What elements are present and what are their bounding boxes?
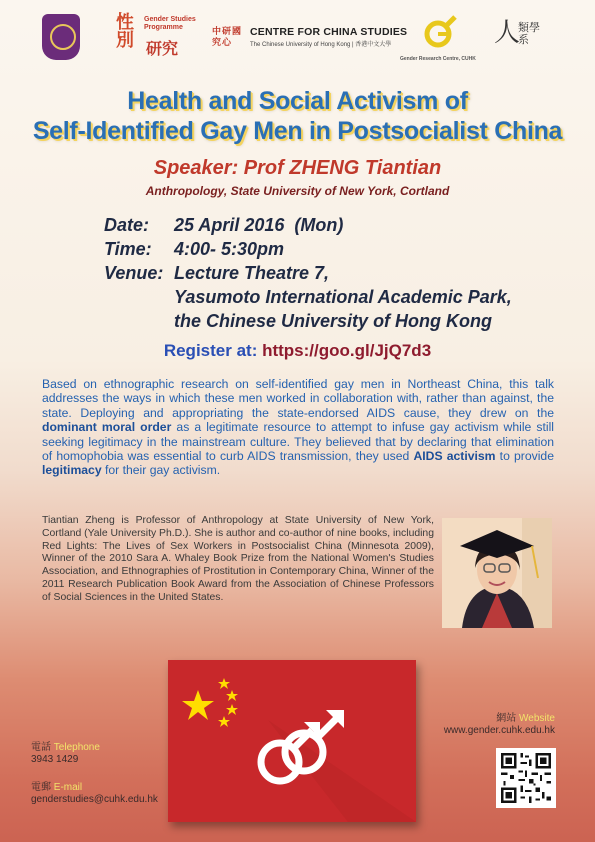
anthropology-logo: [494, 18, 540, 48]
email-address[interactable]: genderstudies@cuhk.edu.hk: [31, 794, 158, 805]
speaker-photo: [442, 518, 552, 628]
anthropology-logo-small: 類學系: [518, 21, 540, 46]
abstract-bold-1: dominant moral order: [42, 420, 172, 435]
ccs-logo-subtitle: The Chinese University of Hong Kong | 香港中文大學: [250, 42, 392, 48]
email-label-en: E-mail: [53, 782, 83, 793]
logo-bar: [0, 0, 595, 72]
abstract: [42, 377, 554, 478]
abstract-bold-3: legitimacy: [42, 463, 102, 478]
ccs-logo-mark: 中研國究心: [212, 26, 243, 47]
date-label: Date:: [104, 215, 150, 235]
venue-line2: Yasumoto International Academic Park,: [174, 287, 512, 307]
anthropology-logo-big: 人: [494, 18, 521, 48]
venue-line1: Lecture Theatre 7,: [174, 263, 330, 283]
telephone-label-zh: 電話: [31, 742, 51, 753]
grc-logo-icon: [420, 12, 460, 52]
register-link[interactable]: https://goo.gl/JjQ7d3: [262, 341, 432, 360]
website-url[interactable]: www.gender.cuhk.edu.hk: [443, 725, 555, 736]
time-label: Time:: [104, 239, 152, 259]
gender-studies-logo-research: 研究: [146, 39, 179, 58]
venue-line3: the Chinese University of Hong Kong: [174, 311, 493, 331]
email-block: [31, 782, 158, 806]
abstract-text-2: as a legitimate resource to attempt to infuse gay activism while still seeking legitimacy in the mainstream culture. They believed that by declaring that elimination of homophobia was essential to curb AIDS transmission, they used: [42, 420, 555, 464]
website-label-zh: 網站: [496, 713, 517, 724]
gender-studies-logo-chars: 性別: [116, 12, 134, 51]
ccs-logo-title: CENTRE FOR CHINA STUDIES: [250, 26, 408, 38]
website-label-en: Website: [519, 713, 555, 724]
abstract-text-3: to provide: [495, 449, 554, 464]
website-block: [444, 713, 555, 737]
register-label: Register at:: [163, 341, 258, 360]
abstract-text-1: Based on ethnographic research on self-identified gay men in Northeast China, this talk addresses the ways in which these men worked in collaboration with, rather than against, the state. Deploying and appropriating the state-endorsed AIDS cause, they drew on the: [42, 377, 554, 420]
venue-label: Venue:: [104, 263, 164, 283]
telephone-number[interactable]: 3943 1429: [31, 754, 79, 765]
telephone-label-en: Telephone: [53, 742, 100, 753]
abstract-text-4: for their gay activism.: [101, 463, 221, 478]
speaker: Speaker: Prof ZHENG Tiantian: [153, 157, 442, 179]
gender-studies-logo-name: Gender Studies Programme: [144, 16, 196, 31]
qr-code-icon[interactable]: [496, 748, 556, 808]
time-value: 4:00- 5:30pm: [174, 239, 285, 259]
event-title-line1: Health and Social Activism of: [127, 87, 468, 115]
register: [0, 341, 595, 361]
event-title-line2: Self-Identified Gay Men in Postsocialist China: [32, 117, 563, 145]
abstract-bold-2: AIDS activism: [413, 449, 496, 464]
telephone-block: [31, 742, 100, 766]
date-value: 25 April 2016 (Mon): [174, 215, 344, 235]
email-label-zh: 電郵: [31, 782, 51, 793]
grc-logo-name: Gender Research Centre, CUHK: [400, 56, 476, 62]
speaker-affiliation: Anthropology, State University of New York, Cortland: [145, 184, 450, 198]
china-flag-icon: [168, 660, 416, 822]
speaker-bio: Tiantian Zheng is Professor of Anthropology at State University of New York, Cortland (Yale University Ph.D.). She is author and co-author of nine books, including Red Lights: The Lives of Sex Workers in Postsocialist China (Minnesota 2009), Winner of the 2010 Sara A. Whaley Book Prize from the National Women's Studies Association, and Ethnographies of Prostitution in Contemporary China, Winner of the 2011 Research Publication Book Award from the Association of Chinese Professors of Social Sciences in the United States.: [42, 515, 434, 603]
event-details: [104, 213, 512, 333]
cuhk-seal-icon: [42, 14, 80, 60]
